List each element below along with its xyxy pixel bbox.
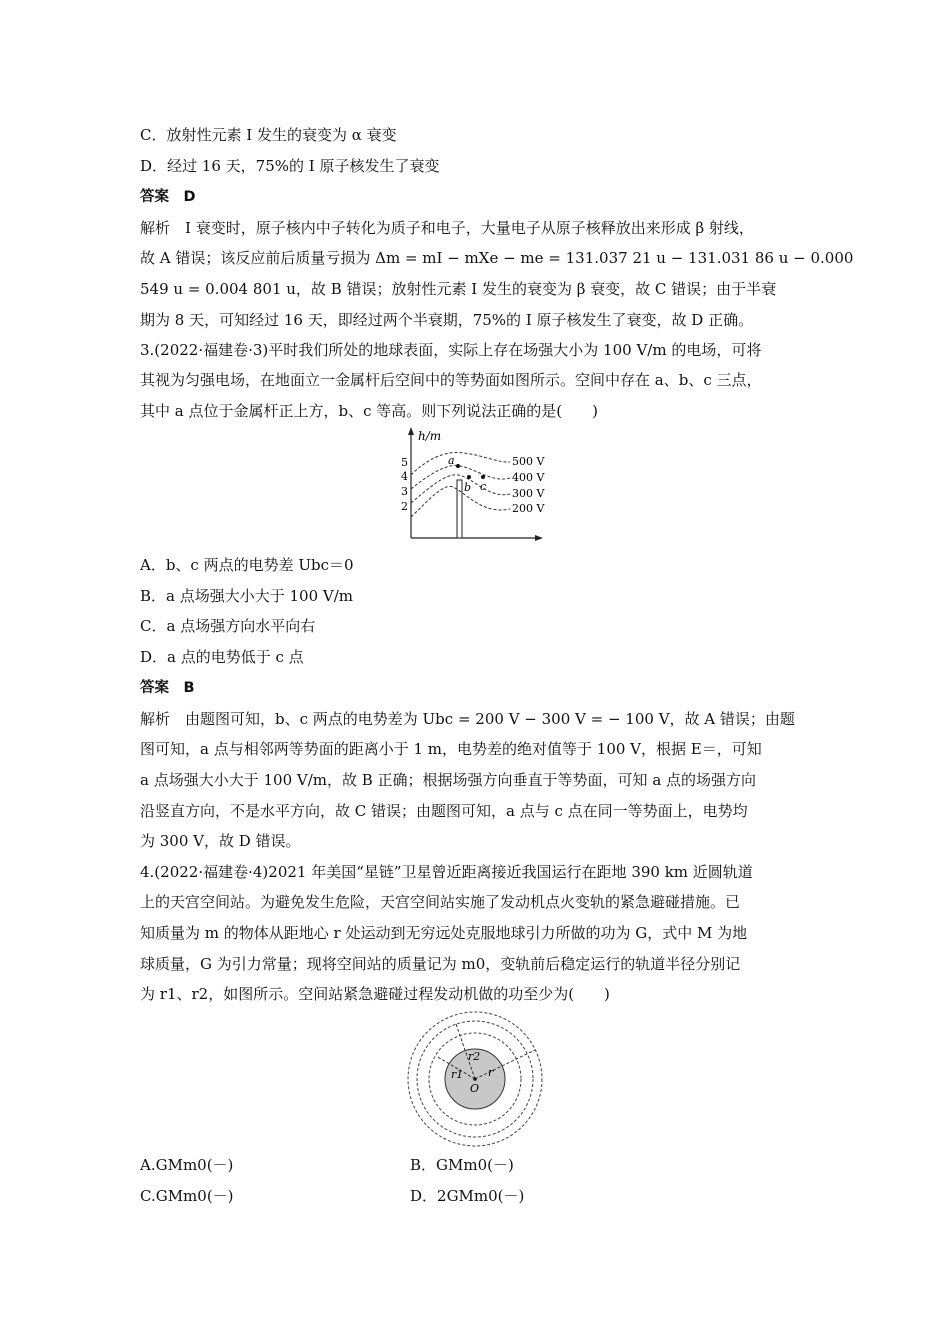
orbit-label: r [488, 1066, 494, 1079]
q3-answer: 答案 B [140, 680, 195, 696]
q4-stem-line: 知质量为 m 的物体从距地心 r 处运动到无穷远处克服地球引力所做的功为 G，式中 M 为地 [140, 924, 748, 942]
orbit-label: r1 [451, 1068, 464, 1081]
equipotential-label: 300 V [512, 487, 545, 500]
q4-option-a: A.GMm0(－) [140, 1156, 234, 1174]
tick-label: 5 [401, 456, 408, 469]
point-a [456, 464, 460, 468]
q3-analysis-line: 图可知，a 点与相邻两等势面的距离小于 1 m，电势差的绝对值等于 100 V，根据 E＝，可知 [140, 740, 762, 758]
q3-analysis-line: 解析 由题图可知，b、c 两点的电势差为 Ubc = 200 V − 300 V = − 100 V，故 A 错误；由题 [140, 710, 795, 728]
orbit-label: O [470, 1082, 480, 1095]
q4-option-b: B．GMm0(－) [410, 1156, 514, 1174]
q4-stem-line: 球质量，G 为引力常量；现将空间站的质量记为 m0，变轨前后稳定运行的轨道半径分别记 [140, 955, 741, 973]
q3-option-c: C．a 点场强方向水平向右 [140, 617, 316, 635]
orbit-label: r2 [468, 1050, 481, 1063]
q2-option-c: C．放射性元素 I 发生的衰变为 α 衰变 [140, 126, 397, 144]
q4-option-d: D．2GMm0(－) [410, 1187, 525, 1205]
q3-option-d: D．a 点的电势低于 c 点 [140, 648, 304, 666]
q3-stem-line: 其中 a 点位于金属杆正上方，b、c 等高。则下列说法正确的是( ) [140, 402, 598, 420]
equipotential-label: 500 V [512, 455, 545, 468]
q2-analysis-line: 549 u = 0.004 801 u，故 B 错误；放射性元素 I 发生的衰变为 β 衰变，故 C 错误；由于半衰 [140, 280, 777, 298]
equipotential-label: 400 V [512, 471, 545, 484]
q3-analysis-line: 为 300 V，故 D 错误。 [140, 832, 301, 850]
q2-analysis-line: 解析 I 衰变时，原子核内中子转化为质子和电子，大量电子从原子核释放出来形成 β 射线， [140, 219, 754, 237]
q4-stem-line: 4.(2022·福建卷·4)2021 年美国“星链”卫星曾近距离接近我国运行在距地 390 km 近圆轨道 [140, 863, 753, 881]
point-b [467, 475, 471, 479]
q3-option-b: B．a 点场强大小大于 100 V/m [140, 587, 354, 605]
point-c [481, 475, 485, 479]
q3-stem-line: 其视为匀强电场，在地面立一金属杆后空间中的等势面如图所示。空间中存在 a、b、c 三点， [140, 371, 762, 389]
tick-label: 3 [401, 485, 408, 498]
equipotential-figure [398, 425, 548, 545]
q2-analysis-line: 期为 8 天，可知经过 16 天，即经过两个半衰期，75%的 I 原子核发生了衰变，故 D 正确。 [140, 311, 754, 329]
point-label: b [464, 481, 472, 494]
q4-stem-line: 为 r1、r2，如图所示。空间站紧急避碰过程发动机做的功至少为( ) [140, 985, 610, 1003]
point-label: a [448, 454, 455, 467]
q3-option-a: A．b、c 两点的电势差 Ubc＝0 [140, 556, 354, 574]
q4-option-c: C.GMm0(－) [140, 1187, 234, 1205]
equipotential-label: 200 V [512, 502, 545, 515]
q3-analysis-line: 沿竖直方向，不是水平方向，故 C 错误；由题图可知，a 点与 c 点在同一等势面上，电势均 [140, 802, 748, 820]
tick-label: 2 [401, 500, 408, 513]
q4-stem-line: 上的天宫空间站。为避免发生危险，天宫空间站实施了发动机点火变轨的紧急避碰措施。已 [140, 893, 741, 911]
metal-rod [457, 480, 462, 538]
q3-stem-line: 3.(2022·福建卷·3)平时我们所处的地球表面，实际上存在场强大小为 100 V/m 的电场，可将 [140, 341, 762, 359]
q3-analysis-line: a 点场强大小大于 100 V/m，故 B 正确；根据场强方向垂直于等势面，可知 a 点的场强方向 [140, 771, 757, 789]
point-label: c [480, 480, 487, 493]
equipotential-500 [411, 452, 510, 475]
tick-label: 4 [401, 470, 408, 483]
q2-analysis-line: 故 A 错误；该反应前后质量亏损为 Δm = mI − mXe − me = 131.037 21 u − 131.031 86 u − 0.000 [140, 249, 854, 267]
q2-answer: 答案 D [140, 189, 196, 205]
q2-option-d: D．经过 16 天，75%的 I 原子核发生了衰变 [140, 157, 440, 175]
axis-label: h/m [418, 429, 442, 443]
orbit-figure [404, 1008, 546, 1150]
